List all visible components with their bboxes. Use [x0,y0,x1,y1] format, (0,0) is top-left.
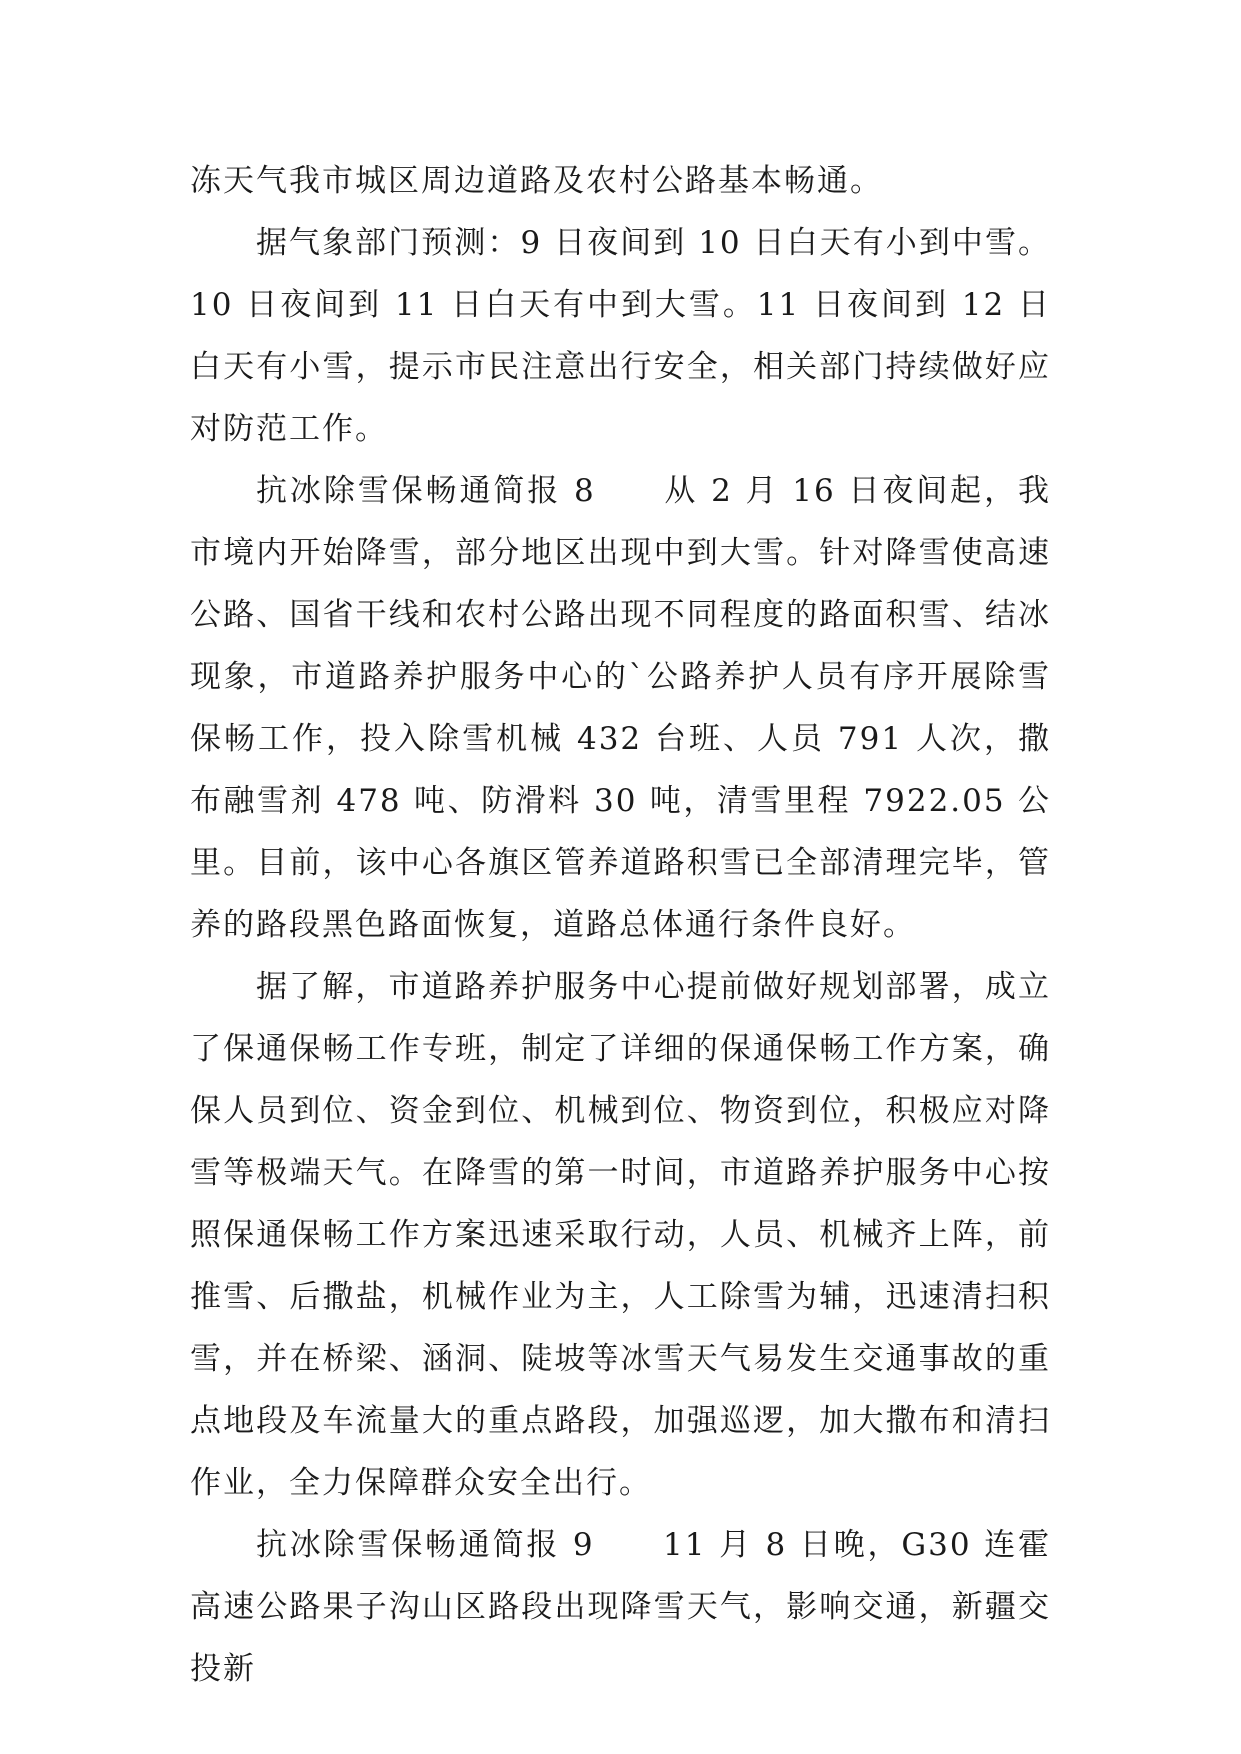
paragraph-3: 抗冰除雪保畅通简报 8 从 2 月 16 日夜间起，我市境内开始降雪，部分地区出现中到大雪。针对降雪使高速公路、国省干线和农村公路出现不同程度的路面积雪、结冰现象，市道路养护服务中心的`公路养护人员有序开展除雪保畅工作，投入除雪机械 432 台班、人员 791 人次，撒布融雪剂 478 吨、防滑料 30 吨，清雪里程 7922.05 公里。目前，该中心各旗区管养道路积雪已全部清理完毕，管养的路段黑色路面恢复，道路总体通行条件良好。 [190,473,1051,943]
paragraph-5: 抗冰除雪保畅通简报 9 11 月 8 日晚，G30 连霍高速公路果子沟山区路段出现降雪天气，影响交通，新疆交投新 [190,1527,1051,1687]
paragraph-1: 冻天气我市城区周边道路及农村公路基本畅通。 [190,163,883,199]
paragraph-4: 据了解，市道路养护服务中心提前做好规划部署，成立了保通保畅工作专班，制定了详细的保通保畅工作方案，确保人员到位、资金到位、机械到位、物资到位，积极应对降雪等极端天气。在降雪的第一时间，市道路养护服务中心按照保通保畅工作方案迅速采取行动，人员、机械齐上阵，前推雪、后撒盐，机械作业为主，人工除雪为辅，迅速清扫积雪，并在桥梁、涵洞、陡坡等冰雪天气易发生交通事故的重点地段及车流量大的重点路段，加强巡逻，加大撒布和清扫作业，全力保障群众安全出行。 [190,969,1051,1501]
paragraph-2: 据气象部门预测：9 日夜间到 10 日白天有小到中雪。10 日夜间到 11 日白天有中到大雪。11 日夜间到 12 日白天有小雪，提示市民注意出行安全，相关部门持续做好应对防范工作。 [190,225,1051,447]
